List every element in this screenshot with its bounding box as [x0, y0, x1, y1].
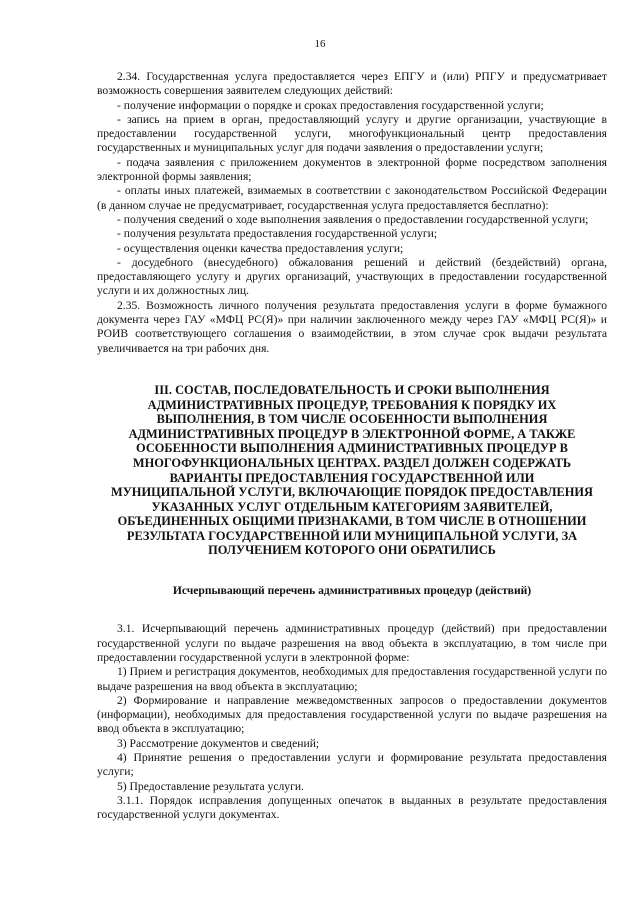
paragraph-3-1: 3.1. Исчерпывающий перечень административных процедур (действий) при предоставлении государственной услуги по выдаче разрешения на ввод объекта в эксплуатацию, в том числе при предоставлении государственной услуги в электронной форме:	[97, 622, 607, 664]
list-item: - подача заявления с приложением документов в электронной форме посредством заполнения электронной формы заявления;	[97, 155, 607, 184]
list-item: - получения результата предоставления государственной услуги;	[117, 227, 438, 241]
paragraph-2-35: 2.35. Возможность личного получения результата предоставления услуги в форме бумажного документа через ГАУ «МФЦ РС(Я)» при наличии заключенного между через ГАУ «МФЦ РС(Я)» и РОИВ соответствующего соглашения о взаимодействии, в этом случае срок выдачи результата увеличивается на три рабочих дня.	[97, 298, 607, 355]
subheading: Исчерпывающий перечень административных процедур (действий)	[172, 584, 532, 598]
list-item: - досудебного (внесудебного) обжалования решений и действий (бездействий) органа, предоставляющего услугу и других организаций, участвующих в предоставлении государственной услуги и их должностных лиц.	[97, 255, 607, 298]
list-item: 4) Принятие решения о предоставлении услуги и формирование результата предоставления услуги;	[97, 751, 607, 779]
list-item: - получение информации о порядке и сроках предоставления государственной услуги;	[117, 98, 544, 112]
page-number: 16	[314, 38, 326, 50]
paragraph-2-34: 2.34. Государственная услуга предоставляется через ЕПГУ и (или) РПГУ и предусматривает возможность совершения заявителем следующих действий:	[97, 70, 607, 98]
page-content	[97, 70, 607, 823]
section-heading: III. СОСТАВ, ПОСЛЕДОВАТЕЛЬНОСТЬ И СРОКИ ВЫПОЛНЕНИЯ АДМИНИСТРАТИВНЫХ ПРОЦЕДУР, ТРЕБОВАНИЯ К ПОРЯДКУ ИХ ВЫПОЛНЕНИЯ, В ТОМ ЧИСЛЕ ОСОБЕННОСТИ ВЫПОЛНЕНИЯ АДМИНИСТРАТИВНЫХ ПРОЦЕДУР В ЭЛЕКТРОННОЙ ФОРМЕ, А ТАКЖЕ ОСОБЕННОСТИ ВЫПОЛНЕНИЯ АДМИНИСТРАТИВНЫХ ПРОЦЕДУР В МНОГОФУНКЦИОНАЛЬНЫХ ЦЕНТРАХ. РАЗДЕЛ ДОЛЖЕН СОДЕРЖАТЬ ВАРИАНТЫ ПРЕДОСТАВЛЕНИЯ ГОСУДАРСТВЕННОЙ ИЛИ МУНИЦИПАЛЬНОЙ УСЛУГИ, ВКЛЮЧАЮЩИЕ ПОРЯДОК ПРЕДОСТАВЛЕНИЯ УКАЗАННЫХ УСЛУГ ОТДЕЛЬНЫМ КАТЕГОРИЯМ ЗАЯВИТЕЛЕЙ, ОБЪЕДИНЕННЫХ ОБЩИМИ ПРИЗНАКАМИ, В ТОМ ЧИСЛЕ В ОТНОШЕНИИ РЕЗУЛЬТАТА ГОСУДАРСТВЕННОЙ ИЛИ МУНИЦИПАЛЬНОЙ УСЛУГИ, ЗА ПОЛУЧЕНИЕМ КОТОРОГО ОНИ ОБРАТИЛИСЬ	[111, 382, 593, 558]
list-item: - оплаты иных платежей, взимаемых в соответствии с законодательством Российской Федерации (в данном случае не предусматривает, государственная услуга предоставляется бесплатно):	[97, 184, 607, 212]
list-item: 3) Рассмотрение документов и сведений;	[117, 736, 320, 750]
list-item: 5) Предоставление результата услуги.	[117, 779, 304, 793]
list-item: - запись на прием в орган, предоставляющий услугу и другие организации, участвующие в предоставлении государственной услуги, многофункциональный центр предоставления государственных и муниципальных услуг для подачи заявления о предоставлении услуги;	[97, 112, 607, 155]
list-item: - получения сведений о ходе выполнения заявления о предоставлении государственной услуги;	[117, 212, 589, 226]
paragraph-3-1-1: 3.1.1. Порядок исправления допущенных опечаток в выданных в результате предоставления государственной услуги документах.	[97, 793, 607, 822]
list-item: 2) Формирование и направление межведомственных запросов о предоставлении документов (информации), необходимых для предоставления государственной услуги по выдаче разрешения на ввод объекта в эксплуатацию;	[97, 693, 607, 736]
list-item: - осуществления оценки качества предоставления услуги;	[117, 241, 404, 255]
list-item: 1) Прием и регистрация документов, необходимых для предоставления государственной услуги по выдаче разрешения на ввод объекта в эксплуатацию;	[97, 665, 607, 693]
